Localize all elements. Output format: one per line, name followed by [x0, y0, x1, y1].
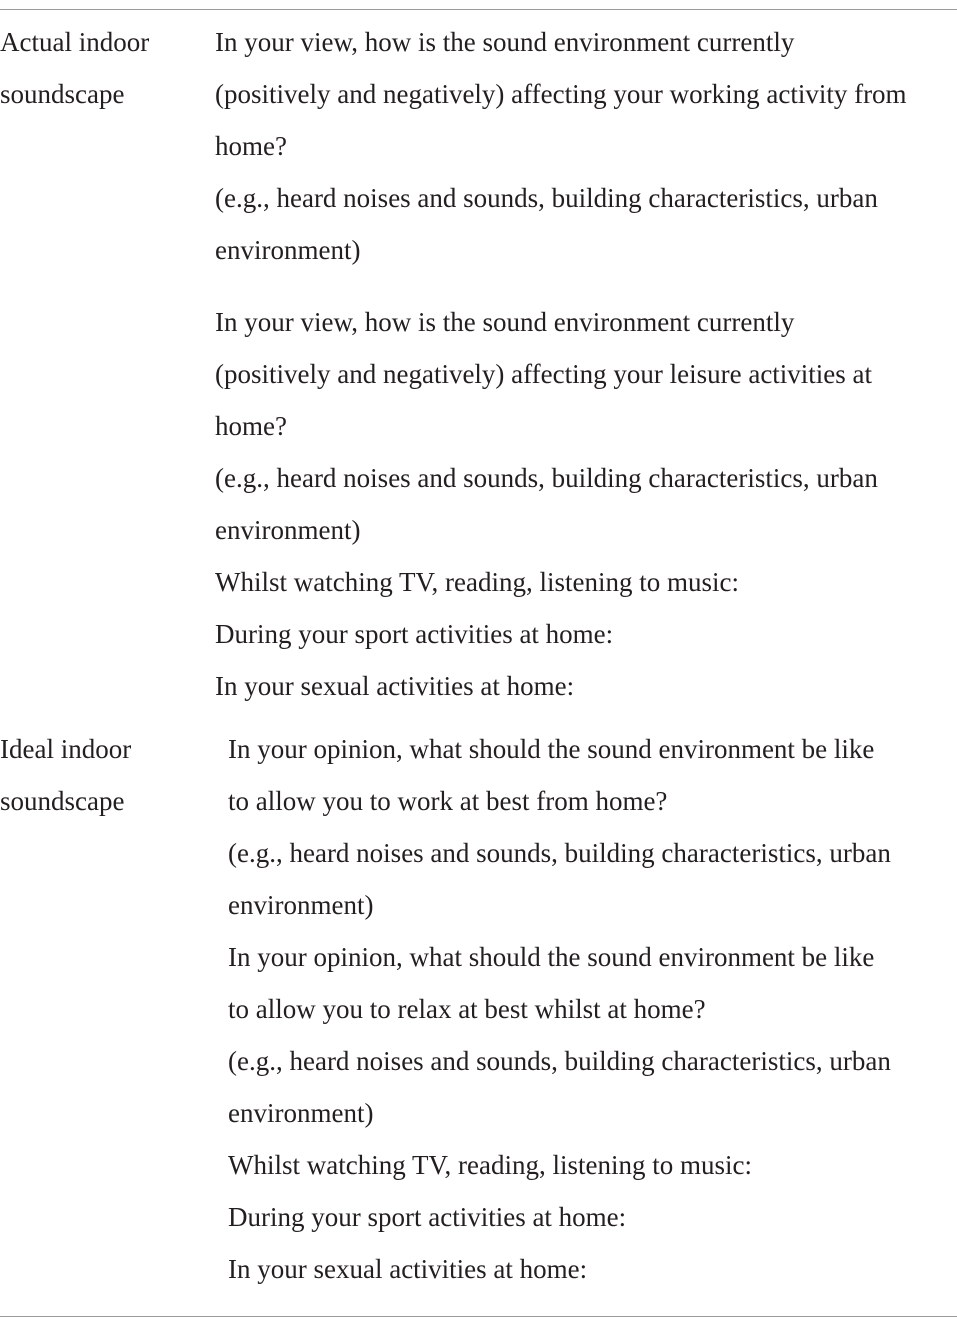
- sub-question-line: Whilst watching TV, reading, listening to music:: [228, 1150, 752, 1180]
- example-line: (e.g., heard noises and sounds, building characteristics, urban: [228, 838, 891, 868]
- question-line: to allow you to work at best from home?: [228, 786, 668, 816]
- question-line: In your opinion, what should the sound environment be like: [228, 734, 875, 764]
- example-line: environment): [215, 515, 361, 545]
- example-line: environment): [228, 1098, 374, 1128]
- sub-question-line: During your sport activities at home:: [215, 619, 614, 649]
- question-line: In your view, how is the sound environment currently: [215, 307, 795, 337]
- category-ideal-indoor-soundscape: [0, 723, 200, 827]
- category-label-line: soundscape: [0, 79, 125, 109]
- sub-question-line: Whilst watching TV, reading, listening to music:: [215, 567, 739, 597]
- question-line: In your opinion, what should the sound environment be like: [228, 942, 875, 972]
- question-line: to allow you to relax at best whilst at home?: [228, 994, 706, 1024]
- example-line: environment): [215, 235, 361, 265]
- sub-question-line: In your sexual activities at home:: [215, 671, 575, 701]
- sub-question-line: During your sport activities at home:: [228, 1202, 627, 1232]
- question-line: (positively and negatively) affecting your working activity from: [215, 79, 907, 109]
- sub-question-line: In your sexual activities at home:: [228, 1254, 588, 1284]
- question-line: home?: [215, 131, 287, 161]
- question-line: In your view, how is the sound environment currently: [215, 27, 795, 57]
- question-line: (positively and negatively) affecting your leisure activities at: [215, 359, 873, 389]
- example-line: (e.g., heard noises and sounds, building characteristics, urban: [215, 463, 878, 493]
- example-line: (e.g., heard noises and sounds, building characteristics, urban: [228, 1046, 891, 1076]
- category-label-line: Actual indoor: [0, 27, 150, 57]
- category-actual-indoor-soundscape: [0, 16, 200, 120]
- category-label-line: soundscape: [0, 786, 125, 816]
- question-line: home?: [215, 411, 287, 441]
- example-line: (e.g., heard noises and sounds, building characteristics, urban: [215, 183, 878, 213]
- category-label-line: Ideal indoor: [0, 734, 132, 764]
- table-bottom-rule: [0, 1316, 957, 1317]
- table-top-rule: [0, 9, 957, 10]
- example-line: environment): [228, 890, 374, 920]
